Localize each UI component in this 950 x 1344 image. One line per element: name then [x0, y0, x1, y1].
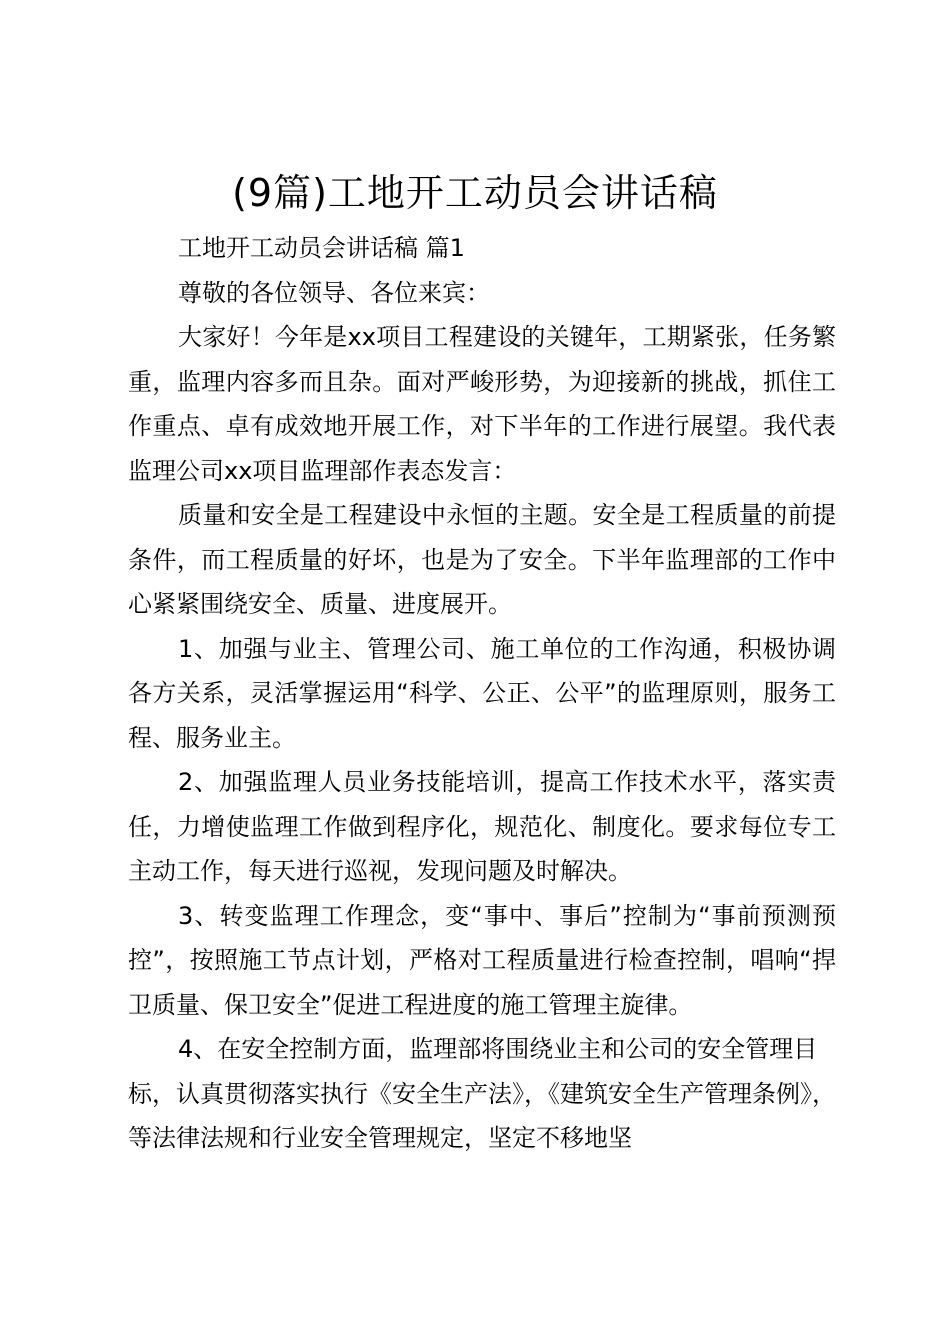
paragraph-item-2: 2、加强监理人员业务技能培训，提高工作技术水平，落实责任，力增使监理工作做到程序化，规范化、制度化。要求每位专工主动工作，每天进行巡视，发现问题及时解决。	[128, 768, 836, 885]
document-body	[128, 226, 836, 1161]
paragraph-item-1: 1、加强与业主、管理公司、施工单位的工作沟通，积极协调各方关系，灵活掌握运用“科学、公正、公平”的监理原则，服务工程、服务业主。	[128, 634, 836, 752]
document-title: (9篇)工地开工动员会讲话稿	[232, 171, 718, 215]
paragraph-item-4: 4、在安全控制方面，监理部将围绕业主和公司的安全管理目标，认真贯彻落实执行《安全生产法》，《建筑安全生产管理条例》，等法律法规和行业安全管理规定，坚定不移地坚	[128, 1035, 836, 1152]
section-heading: 工地开工动员会讲话稿 篇1	[178, 234, 465, 262]
paragraph-item-3: 3、转变监理工作理念，变“事中、事后”控制为“事前预测预控”，按照施工节点计划，严格对工程质量进行检查控制，唱响“捍卫质量、保卫安全”促进工程进度的施工管理主旋律。	[128, 901, 836, 1019]
paragraph-quality-safety: 质量和安全是工程建设中永恒的主题。安全是工程质量的前提条件，而工程质量的好坏，也是为了安全。下半年监理部的工作中心紧紧围绕安全、质量、进度展开。	[128, 501, 836, 618]
salutation: 尊敬的各位领导、各位来宾：	[178, 278, 490, 307]
paragraph-intro: 大家好！今年是xx项目工程建设的关键年，工期紧张，任务繁重，监理内容多而且杂。面对严峻形势，为迎接新的挑战，抓住工作重点、卓有成效地开展工作，对下半年的工作进行展望。我代表监理公司xx项目监理部作表态发言：	[128, 323, 836, 485]
